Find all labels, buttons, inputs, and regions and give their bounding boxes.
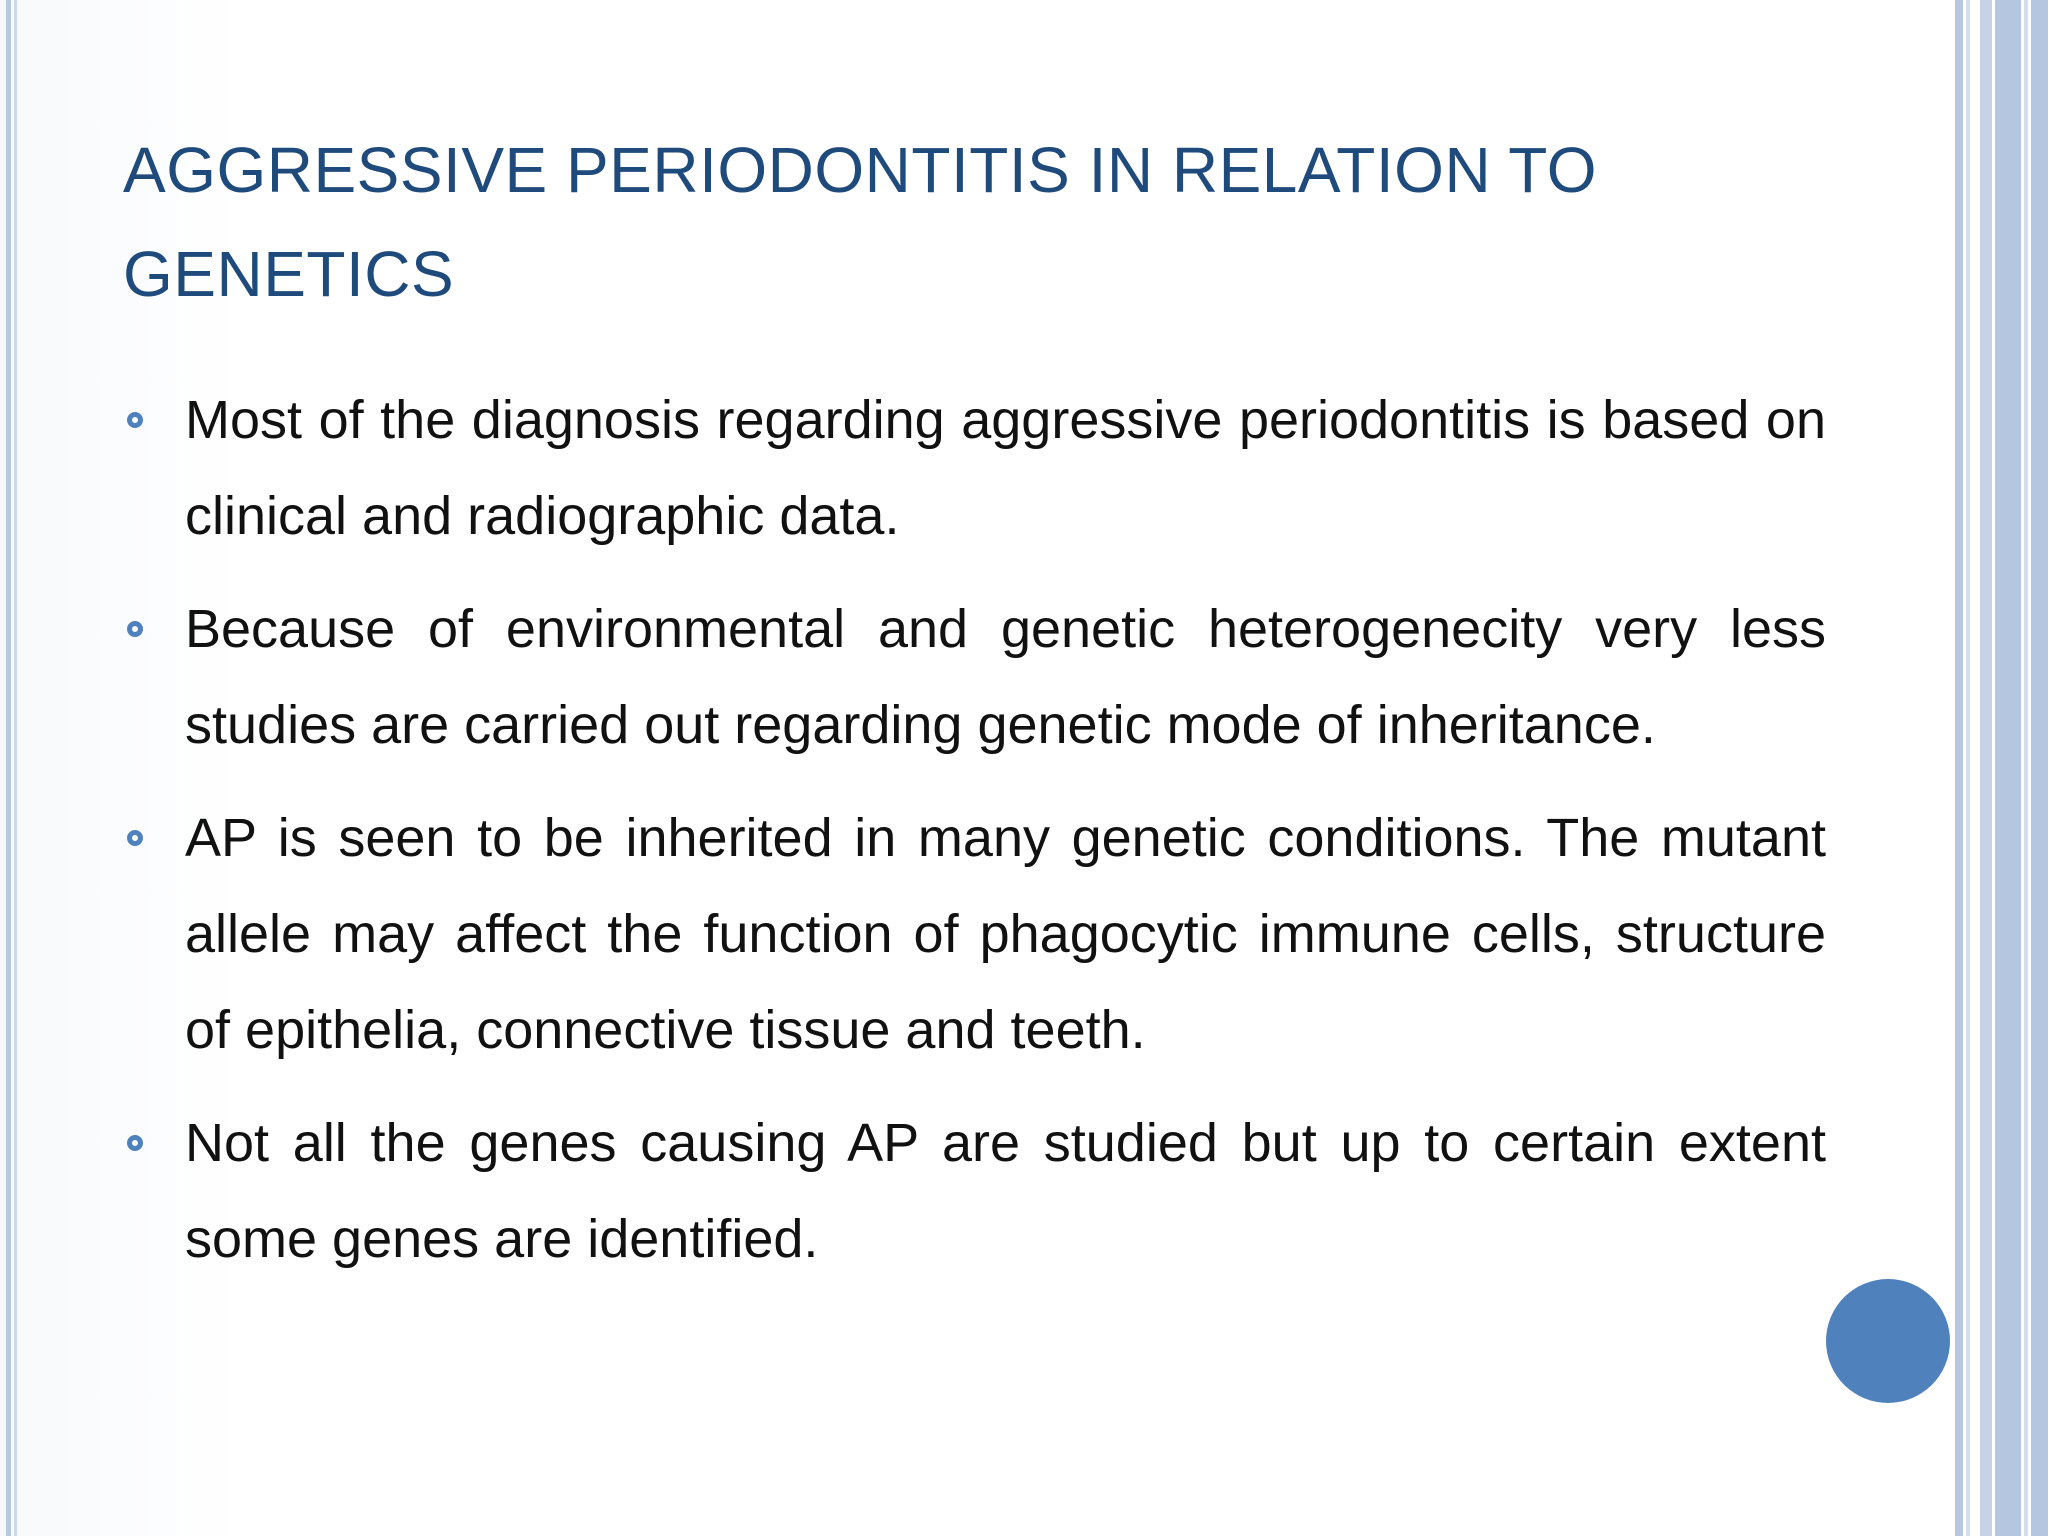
bullet-circle-icon [127,830,143,846]
bullet-list [123,372,1826,1304]
right-border-stripe [1955,0,1963,1536]
right-border-stripe [1980,0,1992,1536]
bullet-text: AP is seen to be inherited in many genetic conditions. The mutant allele may affect the function of phagocytic immune cells, structure of epithelia, connective tissue and teeth. [185,808,1826,1060]
corner-circle-icon [1826,1279,1950,1403]
bullet-text: Because of environmental and genetic heterogenecity very less studies are carried out regarding genetic mode of inheritance. [185,599,1826,755]
bullet-circle-icon [127,621,143,637]
right-border-stripe [2024,0,2028,1536]
bullet-text: Not all the genes causing AP are studied but up to certain extent some genes are identified. [185,1113,1826,1269]
bullet-item [123,372,1826,564]
bullet-item [123,581,1826,773]
bullet-circle-icon [127,1135,143,1151]
right-border-stripe [1995,0,2021,1536]
left-border-line [6,0,11,1536]
bullet-text: Most of the diagnosis regarding aggressive periodontitis is based on clinical and radiographic data. [185,390,1826,546]
bullet-circle-icon [127,412,143,428]
right-border-stripe [1966,0,1970,1536]
bullet-item [123,1095,1826,1287]
slide-title: AGGRESSIVE PERIODONTITIS IN RELATION TO GENETICS [123,134,1597,310]
left-border-line [14,0,17,1536]
bullet-item [123,790,1826,1078]
right-border-stripe [2031,0,2048,1536]
